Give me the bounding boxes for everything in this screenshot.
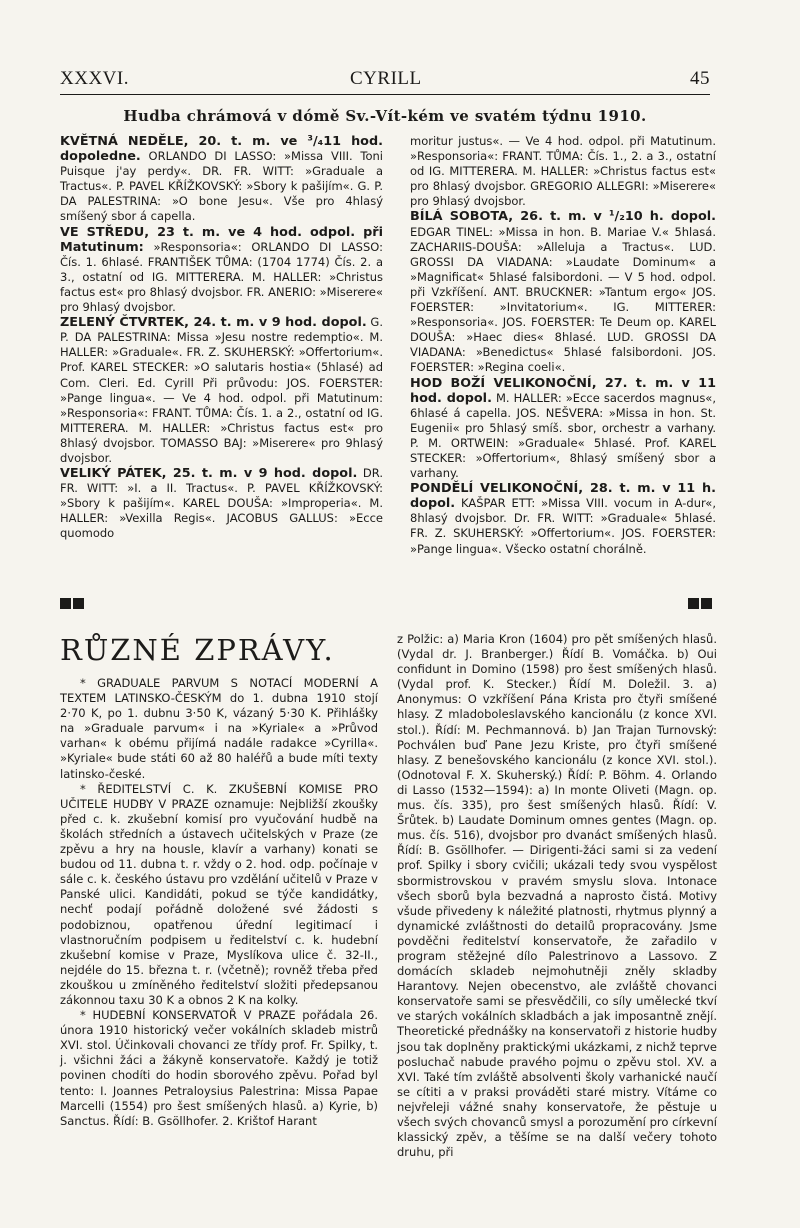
entry-body: EDGAR TINEL: »Missa in hon. B. Mariae V.« 5hlasá. ZACHARIIS-DOUŠA: »Alleluja a Tractus«. LUD. GROSSI DA VIADANA: »Laudate Dominum« a »Magnificat« 5hlasé falsibordoni. — V 5 hod. odpol. při Vzkříšení. ANT. BRUCKNER: »Tantum ergo« JOS. FOERSTER: »Invitatorium«. IG. MITTERER: »Responsoria«. JOS. FOERSTER: Te Deum op. KAREL DOUŠA: »Haec dies« 8hlasé. LUD. GROSSI DA VIADANA: »Benedictus« 5hlasé falsibordoni. JOS. FOERSTER: »Regina coeli«. xyxy=(410,224,716,375)
schedule-entry xyxy=(60,134,383,225)
entry-body: »Responsoria«: ORLANDO DI LASSO: Čís. 1. 6hlasé. FRANTIŠEK TŮMA: (1704 1774) Čís. 2. a 3., ostatní od IG. MITTERERA. M. HALLER: »Christus factus est« pro 8hlasý dvojsbor. FR. ANERIO: »Miserere« pro 9hlasý dvojsbor. xyxy=(60,239,383,315)
news-column-right xyxy=(397,632,717,1160)
schedule-column-right xyxy=(410,134,716,557)
news-column-left xyxy=(60,676,378,1129)
news-item: * ŘEDITELSTVÍ C. K. ZKUŠEBNÍ KOMISE PRO UČITELE HUDBY V PRAZE oznamuje: Nejbližší zkoušky před c. k. zkušební komisí pro vyučování hudbě na školách středních a ústavech učitelských v Praze (ze zpěvu a hry na housle, klavír a varhany) konati se budou od 11. dubna t. r. vždy o 2. hod. odp. počínaje v sále c. k. českého ústavu pro vzdělání učitelů v Praze v Panské ulici. Kandidáti, pokud se týče kandidátky, nechť podají pořádně doložené své žádosti s podobiznou, opatřenou úřední legitimací i vlastnoručním podpisem u ředitelství c. k. hudební zkušební komise v Praze, Myslíkova ulice č. 32-II., nejdéle do 15. března t. r. (včetně); rovněž třeba před zkouškou u zmíněného ředitelství složiti předepsanou zákonnou taxu 30 K a obnos 2 K na kolky. xyxy=(60,781,378,1007)
entry-heading: VELIKÝ PÁTEK, 25. t. m. v 9 hod. dopol. xyxy=(60,466,358,482)
news-item-continued: z Polžic: a) Maria Kron (1604) pro pět smíšených hlasů. (Vydal dr. J. Branberger.) Řídí B. Vomáčka. b) Oui confidunt in Domino (1598) pro šest smíšených hlasů. (Vydal prof. K. Stecker.) Řídí M. Doležil. 3. a) Anonymus: O vzkříšení Pána Krista pro čtyři smíšené hlasy. Z mladoboleslavského kancionálu (z konce XVI. stol.). Řídí: M. Pechmannová. b) Jan Trajan Turnovský: Pochválen buď Pane Jezu Kriste, pro čtyři smíšené hlasy. Z benešovského kancionálu (z konce XVI. stol.). (Odnotoval F. X. Skuherský.) Řídí: P. Böhm. 4. Orlando di Lasso (1532—1594): a) In monte Oliveti (Magn. op. mus. čís. 335), pro šest smíšených hlasů. Řídí: V. Šrůtek. b) Laudate Dominum omnes gentes (Magn. op. mus. čís. 516), dvojsbor pro dvanáct smíšených hlasů. Řídí: B. Gsöllhofer. — Dirigenti-žáci sami si za vedení prof. Spilky i sbory cvičili; ukázali tedy svou vyspělost sbormistrovskou v pravém smyslu slova. Intonace všech sborů byla bezvadná a naprosto čistá. Motivy všude přivedeny k náležité platnosti, rhytmus plynný a dynamické zvláštnosti do detailů propracovány. Jsme povděčni ředitelství konservatoře, že zařadilo v program stěžejné dílo Palestrinovo a Lassovo. Z domácích skladeb nejmohutněji zněly skladby Harantovy. Nejen obecenstvo, ale zvláště chovanci konservatoře sami se přesvědčili, co síly umělecké tkví ve starých vokálních skladbách a jak imposantně znějí. Theoretické přednášky na konservatoři z historie hudby jsou tak doplněny praktickými ukázkami, z nichž teprve posluchač nabude pravého pojmu o zpěvu stol. XV. a XVI. Také tím zvláště absolventi školy varhanické naučí se cítiti a v praksi prováděti staré mistry. Vítáme co nejvřeleji vážné snahy konservatoře, že pěstuje u všech svých chovanců smysl a porozumění pro církevní klassický zpěv, a těšíme se na další večery tohoto druhu, při xyxy=(397,632,717,1160)
entry-body: G. P. DA PALESTRINA: Missa »Jesu nostre redemptio«. M. HALLER: »Graduale«. FR. Z. SKUHERSKÝ: »Offertorium«. Prof. KAREL STECKER: »O salutaris hostia« (5hlasé) ad Com. Cleri. Ed. Cyrill Při průvodu: JOS. FOERSTER: »Pange lingua«. — Ve 4 hod. odpol. při Matutinum: »Responsoria«: FRANT. TŮMA: Čís. 1. a 2., ostatní od IG. MITTERERA. M. HALLER: »Christus factus est« pro 8hlasý dvojsbor. TOMASSO BAJ: »Miserere« pro 9hlasý dvojsbor. xyxy=(60,315,383,465)
volume-number: XXXVI. xyxy=(60,68,129,89)
section-heading: Hudba chrámová v dómě Sv.-Vít-kém ve svatém týdnu 1910. xyxy=(123,107,647,125)
entry-body: moritur justus«. — Ve 4 hod. odpol. při Matutinum. »Responsoria«: FRANT. TŮMA: Čís. 1., 2. a 3., ostatní od IG. MITTERERA. M. HALLER: »Christus factus est« pro 8hlasý dvojsbor. GREGORIO ALLEGRI: »Miserere« pro 9hlasý dvojsbor. xyxy=(410,134,716,209)
schedule-entry xyxy=(60,225,383,316)
entry-heading: BÍLÁ SOBOTA, 26. t. m. v ¹/₂10 h. dopol. xyxy=(410,209,716,225)
schedule-entry xyxy=(410,481,716,556)
schedule-entry xyxy=(410,134,716,209)
schedule-entry xyxy=(410,376,716,482)
entry-heading: ZELENÝ ČTVRTEK, 24. t. m. v 9 hod. dopol. xyxy=(60,315,367,331)
news-item: * HUDEBNÍ KONSERVATOŘ V PRAZE pořádala 26. února 1910 historický večer vokálních skladeb mistrů XVI. stol. Účinkovali chovanci ze třídy prof. Fr. Spilky, t. j. všichni žáci a žákyně konservatoře. Každý je totiž povinen chodíti do hodin sborového zpěvu. Pořad byl tento: I. Joannes Petraloysius Palestrina: Missa Papae Marcelli (1554) pro šest smíšených hlasů. a) Kyrie, b) Sanctus. Řídí: B. Gsöllhofer. 2. Krištof Harant xyxy=(60,1008,378,1128)
journal-title: CYRILL xyxy=(350,68,422,89)
running-header xyxy=(60,68,710,92)
entry-heading: PONDĚLÍ VELIKONOČNÍ, 28. t. m. v 11 h. dopol. xyxy=(410,481,716,512)
ornament-left xyxy=(60,598,84,610)
entry-body: DR. FR. WITT: »I. a II. Tractus«. P. PAVEL KŘÍŽKOVSKÝ: »Sbory k pašijím«. KAREL DOUŠA: »Improperia«. M. HALLER: »Vexilla Regis«. JACOBUS GALLUS: »Ecce quomodo xyxy=(60,466,384,541)
schedule-column-left xyxy=(60,134,383,542)
entry-heading: HOD BOŽÍ VELIKONOČNÍ, 27. t. m. v 11 hod. dopol. xyxy=(410,375,716,406)
entry-heading: VE STŘEDU, 23 t. m. ve 4 hod. odpol. při Matutinum: xyxy=(60,224,383,255)
schedule-entry xyxy=(410,209,716,375)
entry-heading: KVĚTNÁ NEDĚLE, 20. t. m. ve ³/₄11 hod. dopoledne. xyxy=(60,134,383,165)
entry-body: KAŠPAR ETT: »Missa VIII. vocum in A-dur«, 8hlasý dvojsbor. Dr. FR. WITT: »Graduale« 5hlasé. FR. Z. SKUHERSKÝ: »Offertorium«. JOS. FOERSTER: »Pange lingua«. Všecko ostatní chorálně. xyxy=(410,496,716,556)
entry-body: M. HALLER: »Ecce sacerdos magnus«, 6hlasé á capella. JOS. NEŠVERA: »Missa in hon. St. Eugenii« pro 5hlasý smíš. sbor, orchestr a varhany. P. M. ORTWEIN: »Graduale« 5hlasé. Prof. KAREL STECKER: »Offertorium«, 8hlasý smíšený sbor a varhany. xyxy=(410,390,716,481)
schedule-entry xyxy=(60,315,383,466)
page-number: 45 xyxy=(690,68,710,89)
entry-body: ORLANDO DI LASSO: »Missa VIII. Toni Puisque j'ay perdy«. DR. FR. WITT: »Graduale a Tractus«. P. PAVEL KŘÍŽKOVSKÝ: »Sbory k pašijím«. G. P. DA PALESTRINA: »O bone Jesu«. Vše pro 4hlasý smíšený sbor á capella. xyxy=(60,149,383,224)
ornament-right xyxy=(688,598,712,610)
schedule-entry xyxy=(60,466,383,541)
news-item: * GRADUALE PARVUM S NOTACÍ MODERNÍ A TEXTEM LATINSKO-ČESKÝM do 1. dubna 1910 stojí 2·70 K, po 1. dubnu 3·50 K, vázaný 5·30 K. Přihlášky na »Graduale parvum« i na »Kyriale« a »Průvod varhan« k obému přijímá nadále radakce »Cyrilla«. »Kyriale« bude státi 60 až 80 haléřů a bude míti texty latinsko-české. xyxy=(60,676,378,781)
news-section-title: RŮZNÉ ZPRÁVY. xyxy=(60,633,335,667)
header-rule xyxy=(60,94,710,95)
